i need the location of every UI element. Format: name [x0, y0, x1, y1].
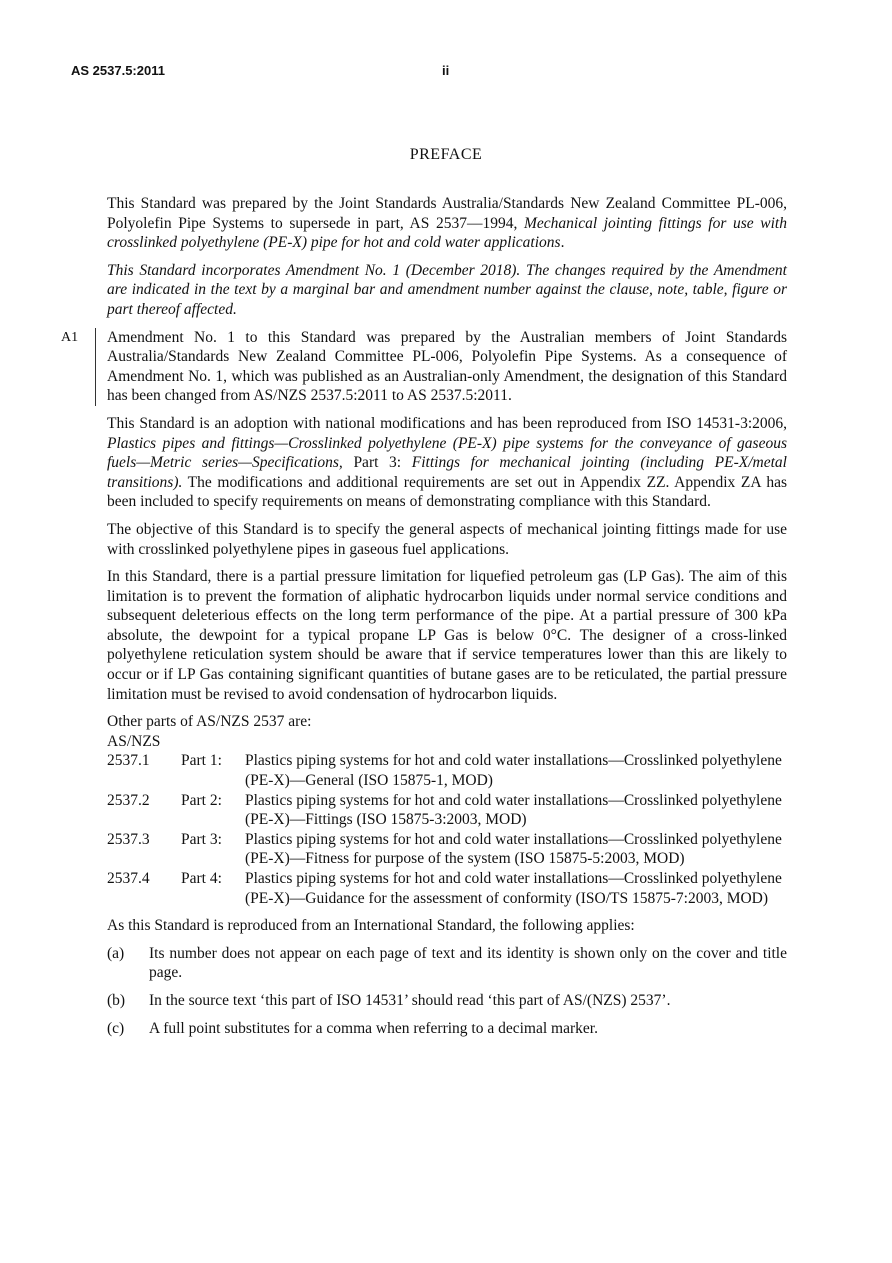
part-number: 2537.1 [107, 752, 150, 770]
list-text: In the source text ‘this part of ISO 14531’ should read ‘this part of AS/(NZS) 2537’. [149, 991, 671, 1009]
p2-text: This Standard incorporates Amendment No. 1 (December 2018). The changes required by the Amendment are indicated in the text by a marginal bar and amendment number against the clause, note, table, figure or part thereof affected. [107, 261, 787, 318]
part-title: Plastics piping systems for hot and cold water installations—Crosslinked polyethylene (PE-X)—Fitness for purpose of the system (ISO 15875-5:2003, MOD) [245, 830, 782, 868]
p4-iso-title: Plastics pipes and fittings—Crosslinked polyethylene (PE-X) pipe systems for the conveyance of gaseous fuels—Metric series—Specifications, [107, 434, 787, 472]
part-title: Plastics piping systems for hot and cold water installations—Crosslinked polyethylene (PE-X)—Guidance for the assessment of conformity (ISO/TS 15875-7:2003, MOD) [245, 870, 782, 907]
list-text: Its number does not appear on each page of text and its identity is shown only on the cover and title page. [149, 944, 787, 982]
list-item [107, 944, 787, 983]
part-number: 2537.2 [107, 791, 150, 809]
part-title: Plastics piping systems for hot and cold water installations—Crosslinked polyethylene (PE-X)—Fittings (ISO 15875-3:2003, MOD) [245, 791, 782, 829]
other-parts-intro: Other parts of AS/NZS 2537 are: [107, 713, 312, 731]
list-item [107, 830, 787, 869]
list-marker: (b) [107, 991, 126, 1009]
paragraph-amendment: Amendment No. 1 to this Standard was prepared by the Australian members of Joint Standards Australia/Standards New Zealand Committee PL-006, Polyolefin Pipe Systems. As a consequence of Amendment No. 1, which was published as an Australian-only Amendment, the designation of this Standard has been changed from AS/NZS 2537.5:2011 to AS 2537.5:2011. [107, 328, 787, 405]
paragraph-applies: As this Standard is reproduced from an International Standard, the following applies: [107, 917, 635, 935]
amendment-block [61, 328, 787, 406]
paragraph-amendment-note [107, 261, 787, 320]
page-number: ii [442, 63, 450, 78]
list-marker: (a) [107, 944, 125, 962]
document-id: AS 2537.5:2011 [71, 63, 165, 78]
p4-text-e: The modifications and additional requirements are set out in Appendix ZZ. Appendix ZA has been included to specify requirements on means of demonstrating compliance with this Standard. [107, 473, 787, 511]
preface-body [61, 194, 787, 1046]
amendment-marker: A1 [61, 329, 79, 345]
list-item [107, 751, 787, 790]
p1-end: . [560, 234, 565, 252]
part-label: Part 3: [181, 830, 222, 848]
paragraph-adoption [107, 414, 787, 512]
list-item [107, 869, 787, 908]
part-label: Part 2: [181, 791, 222, 809]
part-label: Part 1: [181, 752, 222, 770]
list-item [107, 791, 787, 830]
paragraph-lp-gas: In this Standard, there is a partial pressure limitation for liquefied petroleum gas (LP Gas). The aim of this limitation is to prevent the formation of aliphatic hydrocarbon liquids under normal service conditions and subsequent deleterious effects on the long term performance of the pipe. At a partial pressure of 300 kPa absolute, the dewpoint for a typical propane LP Gas is below 0°C. The designer of a cross-linked polyethylene reticulation system should be aware that if service temperatures lower than this are likely to occur or if LP Gas containing significant quantities of butane gases are to be reticulated, the partial pressure limitation must be revised to avoid condensation of hydrocarbon liquids. [107, 568, 787, 703]
paragraph-prepared-by [107, 194, 787, 253]
other-parts-prefix: AS/NZS [107, 732, 161, 750]
part-title: Plastics piping systems for hot and cold water installations—Crosslinked polyethylene (PE-X)—General (ISO 15875-1, MOD) [245, 752, 782, 790]
p4-text-c: Part 3: [342, 454, 412, 472]
list-marker: (c) [107, 1019, 125, 1037]
part-label: Part 4: [181, 870, 222, 887]
list-item [107, 1019, 787, 1039]
p4-text-a: This Standard is an adoption with national modifications and has been reproduced from ISO 14531-3:2006, [107, 414, 787, 432]
paragraph-objective: The objective of this Standard is to specify the general aspects of mechanical jointing fittings made for use with crosslinked polyethylene pipes in gaseous fuel applications. [107, 520, 787, 558]
part-number: 2537.4 [107, 870, 150, 887]
amendment-marginal-bar [95, 328, 96, 406]
p4-part-title: Fittings for mechanical jointing (including PE-X/metal transitions). [107, 454, 787, 491]
part-number: 2537.3 [107, 830, 150, 848]
p1-superseded-title: Mechanical jointing fittings for use with crosslinked polyethylene (PE-X) pipe for hot and cold water applications [107, 214, 787, 252]
page-title: PREFACE [409, 146, 483, 163]
list-text: A full point substitutes for a comma when referring to a decimal marker. [149, 1019, 598, 1037]
other-parts-list [107, 732, 787, 908]
list-item [107, 991, 787, 1011]
p1-text: This Standard was prepared by the Joint Standards Australia/Standards New Zealand Committee PL-006, Polyolefin Pipe Systems to supersede in part, AS 2537—1994, [107, 195, 787, 232]
